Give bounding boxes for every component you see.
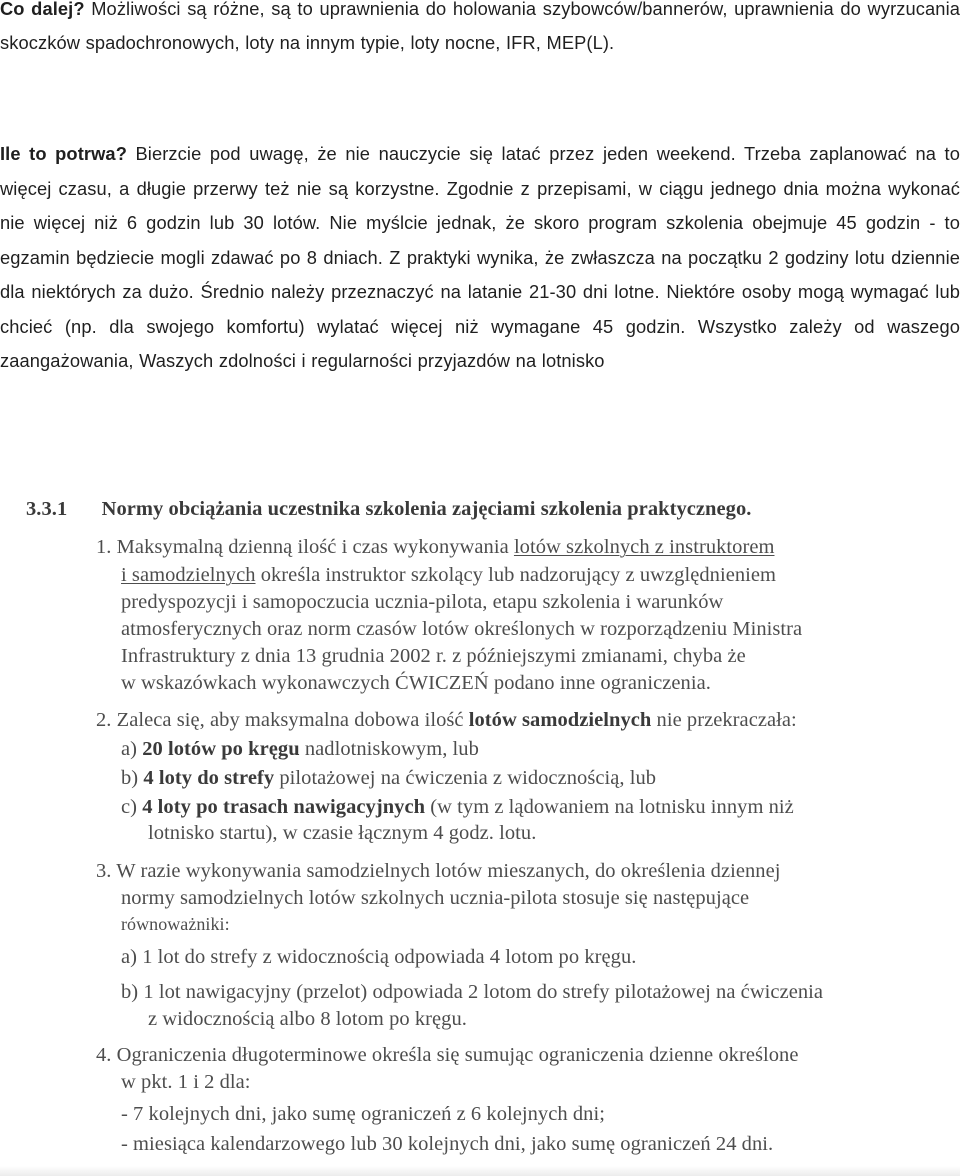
item-text: (w tym z lądowaniem na lotnisku innym niż: [425, 796, 794, 818]
item-4-line: w pkt. 1 i 2 dla:: [121, 1071, 251, 1093]
item-1-line: predyspozycji i samopoczucia ucznia-pilota, etapu szkolenia i warunków: [121, 591, 724, 613]
item-2c-line: lotnisko startu), w czasie łącznym 4 godz. lotu.: [148, 822, 537, 844]
item-3-line: równoważniki:: [121, 914, 230, 934]
item-text: nie przekraczała:: [651, 709, 797, 731]
item-3a-line: a) 1 lot do strefy z widocznością odpowiada 4 lotom po kręgu.: [121, 946, 637, 968]
item-label: a): [121, 738, 143, 760]
item-3b-line: b) 1 lot nawigacyjny (przelot) odpowiada 2 lotom do strefy pilotażowej na ćwiczenia: [121, 981, 824, 1003]
paragraph-heading: Ile to potrwa?: [0, 143, 127, 164]
item-4-dash-line: - miesiąca kalendarzowego lub 30 kolejnych dni, jako sumę ograniczeń 24 dni.: [121, 1133, 774, 1155]
item-text: 1. Maksymalną dzienną ilość i czas wykonywania: [96, 536, 514, 558]
item-2c-line: [121, 796, 794, 819]
bold-text: 4 loty po trasach nawigacyjnych: [142, 796, 426, 818]
item-text: 2. Zaleca się, aby maksymalna dobowa ilość: [96, 709, 469, 731]
paragraph-heading: Co dalej?: [0, 0, 85, 19]
paragraph-body: Możliwości są różne, są to uprawnienia do holowania szybowców/bannerów, uprawnienia do wyrzucania skoczków spadochronowych, loty na innym typie, loty nocne, IFR, MEP(L).: [0, 0, 960, 53]
section-title: Normy obciążania uczestnika szkolenia zajęciami szkolenia praktycznego.: [101, 498, 752, 520]
item-3-line: 3. W razie wykonywania samodzielnych lotów mieszanych, do określenia dziennej: [96, 860, 781, 882]
item-3-line: normy samodzielnych lotów szkolnych ucznia-pilota stosuje się następujące: [121, 887, 750, 909]
bold-text: lotów samodzielnych: [468, 709, 652, 731]
item-1-line: [96, 536, 775, 559]
paragraph-ile-to-potrwa: [0, 137, 960, 379]
item-label: b): [121, 767, 144, 789]
item-label: c): [121, 796, 143, 818]
item-text: określa instruktor szkolący lub nadzorujący z uwzględnieniem: [255, 564, 777, 586]
bold-text: 4 loty do strefy: [143, 767, 275, 789]
item-4-dash-line: - 7 kolejnych dni, jako sumę ograniczeń z 6 kolejnych dni;: [121, 1103, 605, 1125]
item-1-line: [121, 564, 776, 587]
underlined-text: lotów szkolnych z instruktorem: [513, 536, 775, 558]
item-2a-line: [121, 738, 479, 761]
scanned-regulation-excerpt: [0, 484, 960, 1176]
paragraph-body: Bierzcie pod uwagę, że nie nauczycie się latać przez jeden weekend. Trzeba zaplanować na to więcej czasu, a długie przerwy też nie są korzystne. Zgodnie z przepisami, w ciągu jednego dnia można wykonać nie więcej niż 6 godzin lub 30 lotów. Nie myślcie jednak, że skoro program szkolenia obejmuje 45 godzin - to egzamin będziecie mogli zdawać po 8 dniach. Z praktyki wynika, że zwłaszcza na początku 2 godziny lotu dziennie dla niektórych za dużo. Średnio należy przeznaczyć na latanie 21-30 dni lotne. Niektóre osoby mogą wymagać lub chcieć (np. dla swojego komfortu) wylatać więcej niż wymagane 45 godzin. Wszystko zależy od waszego zaangażowania, Waszych zdolności i regularności przyjazdów na lotnisko: [0, 143, 960, 371]
item-1-line: w wskazówkach wykonawczych ĆWICZEŃ podano inne ograniczenia.: [121, 672, 711, 694]
section-heading: [26, 498, 751, 521]
item-2-line: [96, 709, 797, 732]
scan-edge-shadow: [0, 1166, 960, 1176]
item-text: nadlotniskowym, lub: [299, 738, 479, 760]
item-2b-line: [121, 767, 656, 790]
section-number: 3.3.1: [26, 498, 68, 520]
item-1-line: atmosferycznych oraz norm czasów lotów określonych w rozporządzeniu Ministra: [121, 618, 803, 640]
item-text: pilotażowej na ćwiczenia z widocznością, lub: [274, 767, 657, 789]
item-4-line: 4. Ograniczenia długoterminowe określa się sumując ograniczenia dzienne określone: [96, 1044, 799, 1066]
item-1-line: Infrastruktury z dnia 13 grudnia 2002 r. z późniejszymi zmianami, chyba że: [121, 645, 746, 667]
underlined-text: i samodzielnych: [121, 564, 256, 586]
paragraph-co-dalej: [0, 0, 960, 60]
bold-text: 20 lotów po kręgu: [142, 738, 300, 760]
item-3b-line: z widocznością albo 8 lotom po kręgu.: [148, 1008, 467, 1030]
